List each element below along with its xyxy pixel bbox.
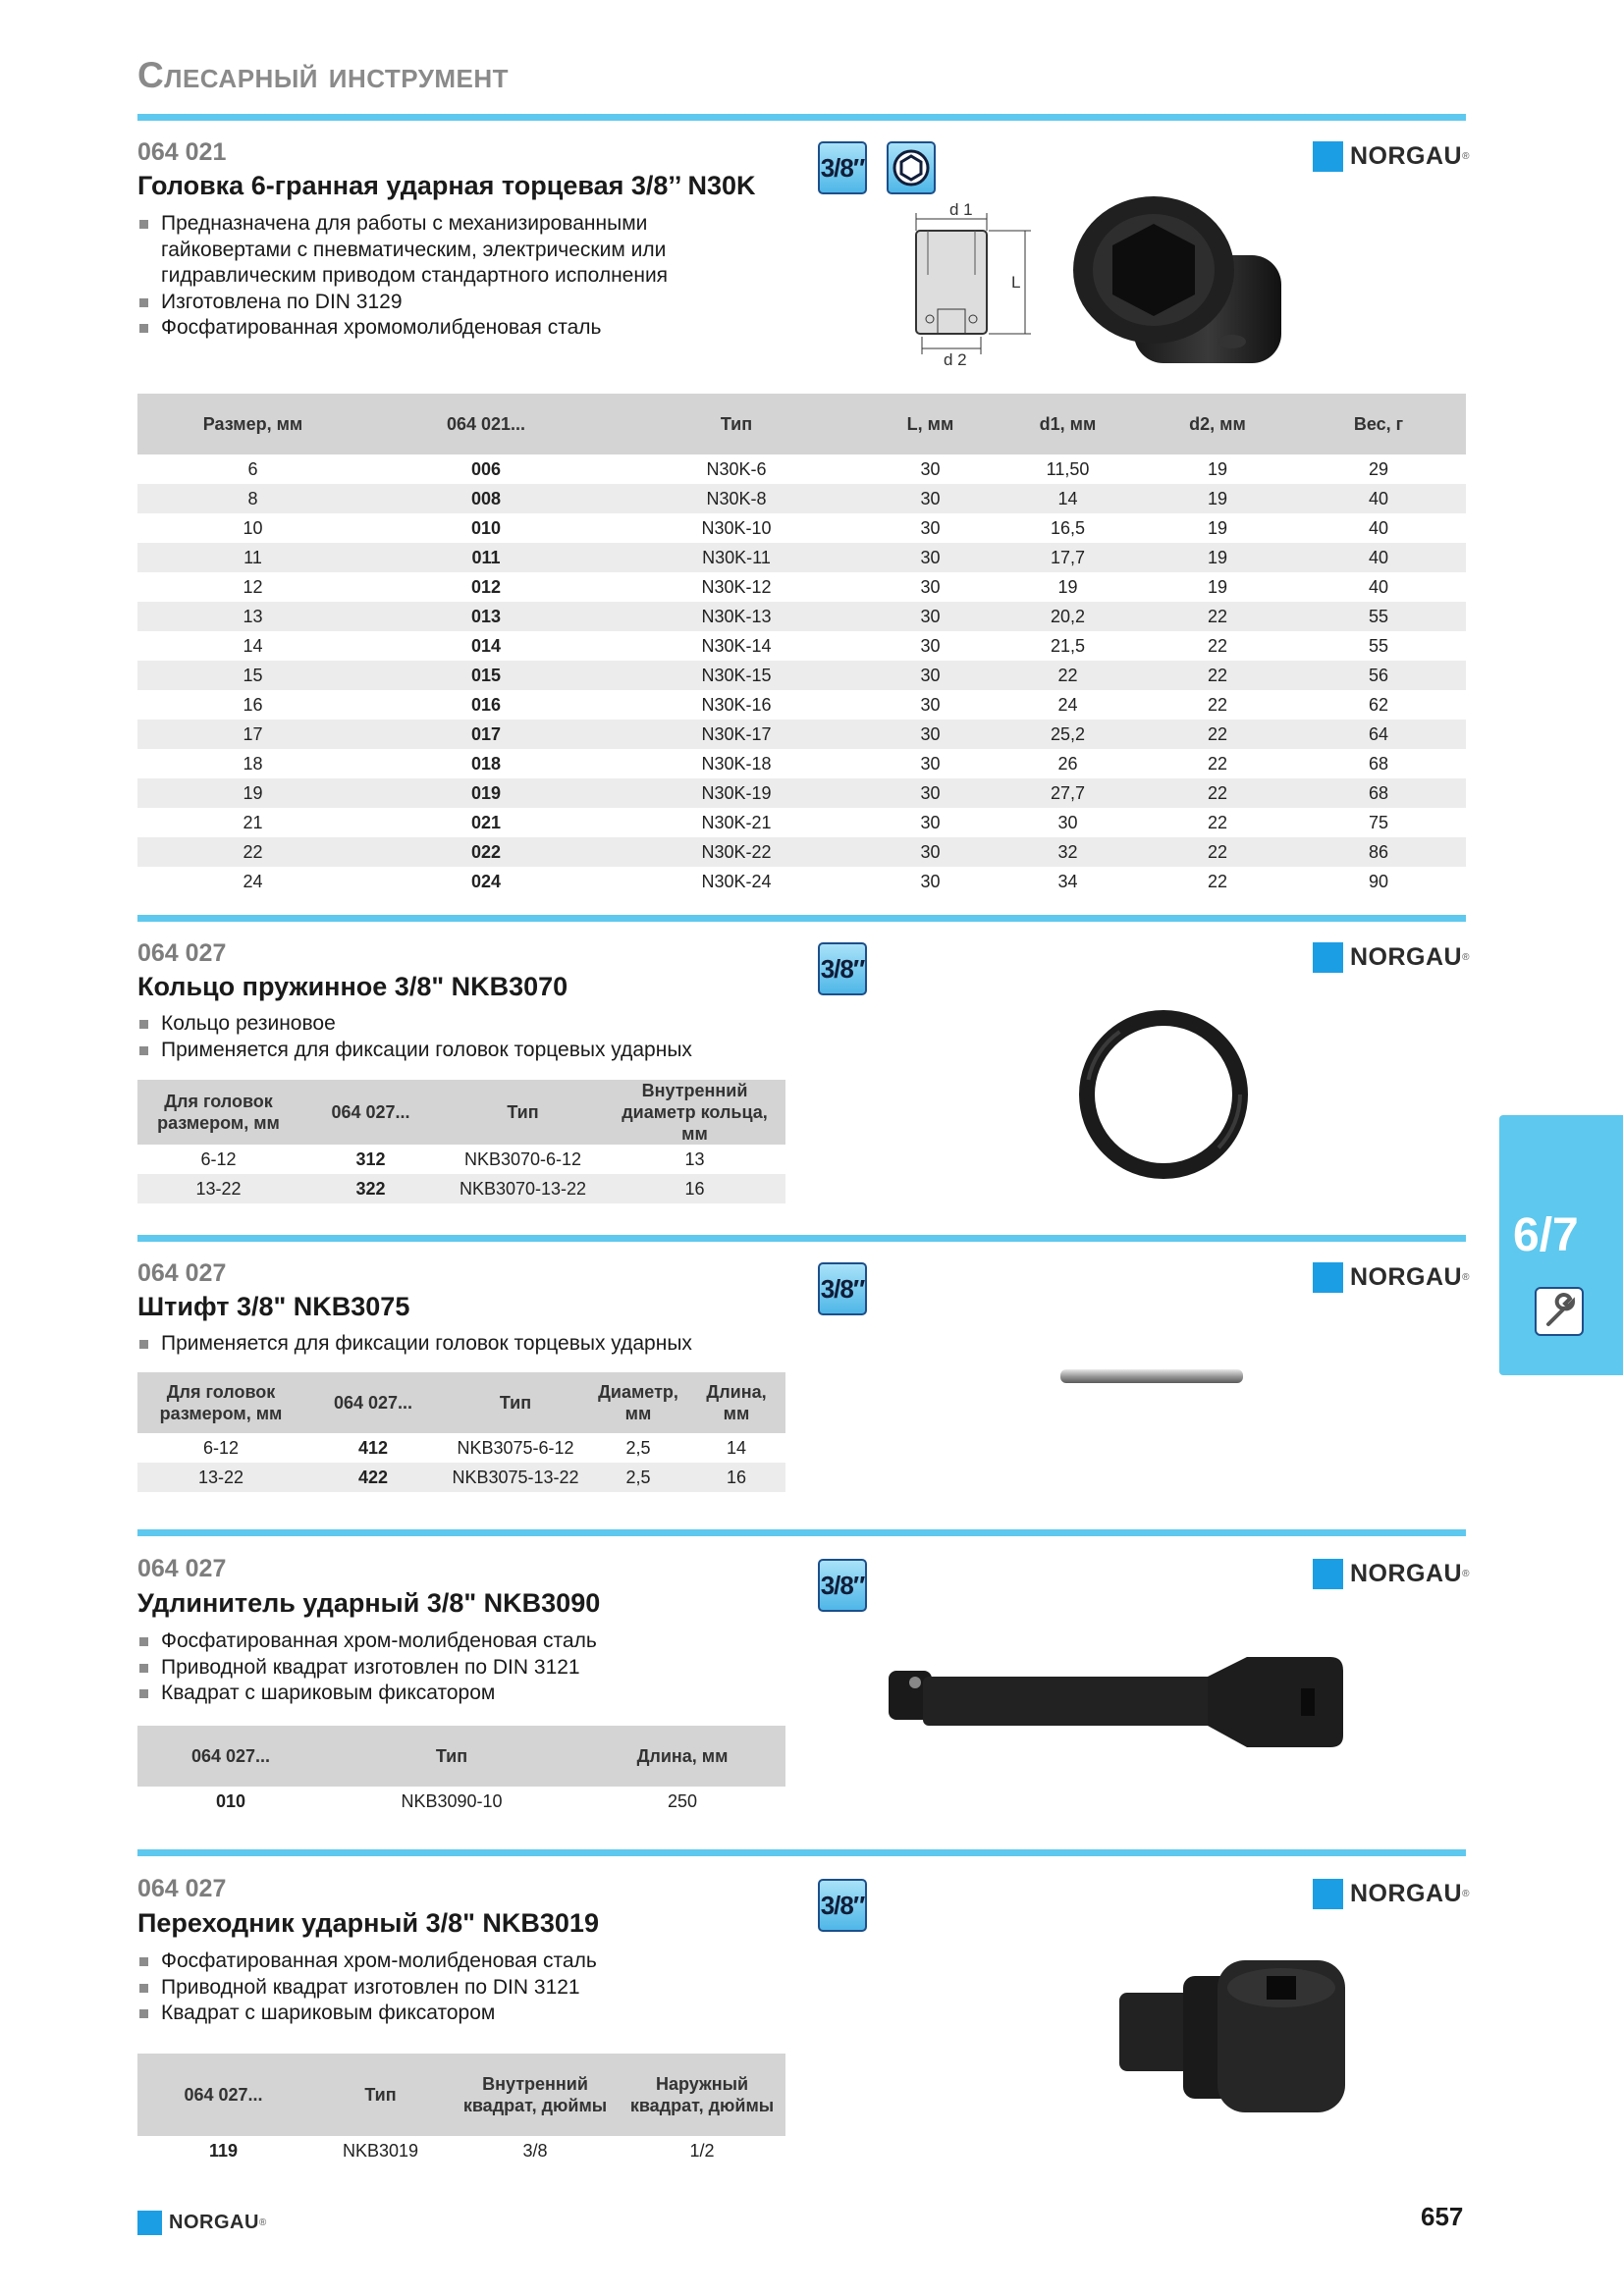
col-header: Внутренний диаметр кольца, мм bbox=[604, 1080, 785, 1145]
col-header: Тип bbox=[309, 2054, 452, 2136]
table-row bbox=[137, 661, 1466, 690]
feature-item: Приводной квадрат изготовлен по DIN 3121 bbox=[137, 1655, 766, 1682]
table-cell: 22 bbox=[1144, 837, 1291, 867]
size-badge: 3/8″ bbox=[818, 1559, 867, 1612]
table-cell: 40 bbox=[1368, 517, 1389, 538]
brand-square-icon bbox=[1313, 1559, 1343, 1589]
table-cell: 13 bbox=[137, 602, 368, 631]
table-cell: 22 bbox=[992, 661, 1144, 690]
table-cell: 010 bbox=[215, 1790, 246, 1811]
table-cell: 30 bbox=[920, 871, 941, 891]
table-cell: 30 bbox=[920, 635, 941, 656]
product-code: 064 021 bbox=[137, 138, 227, 166]
adapter-table bbox=[137, 2054, 785, 2165]
table-cell: N30K-10 bbox=[701, 517, 772, 538]
table-cell: 22 bbox=[1207, 812, 1228, 832]
table-cell: 16 bbox=[604, 1174, 785, 1203]
product-title: Кольцо пружинное 3/8" NKB3070 bbox=[137, 972, 568, 1001]
table-cell: 30 bbox=[920, 517, 941, 538]
table-cell: NKB3090-10 bbox=[401, 1790, 503, 1811]
product-title: Удлинитель ударный 3/8" NKB3090 bbox=[137, 1588, 601, 1618]
col-header: 064 027... bbox=[137, 1726, 324, 1787]
col-header: Тип bbox=[442, 1372, 589, 1433]
table-row bbox=[137, 837, 1466, 867]
table-row bbox=[137, 543, 1466, 572]
table-cell: 40 bbox=[1291, 543, 1466, 572]
table-cell: 30 bbox=[920, 694, 941, 715]
table-cell: 90 bbox=[1368, 871, 1389, 891]
table-cell: 16 bbox=[687, 1463, 785, 1492]
table-cell: 22 bbox=[1144, 778, 1291, 808]
brand-square-icon bbox=[1313, 942, 1343, 973]
table-cell: 6-12 bbox=[202, 1437, 240, 1458]
table-cell: 011 bbox=[368, 543, 604, 572]
feature-list bbox=[137, 1011, 766, 1063]
brand-logo: NORGAU ® bbox=[1313, 1261, 1469, 1293]
table-cell: 019 bbox=[368, 778, 604, 808]
col-header: Длина, мм bbox=[579, 1726, 785, 1787]
dim-d2-label: d 2 bbox=[944, 350, 967, 368]
table-cell: 75 bbox=[1368, 812, 1389, 832]
table-cell: N30K-13 bbox=[604, 602, 869, 631]
table-cell: 55 bbox=[1291, 602, 1466, 631]
table-cell: NKB3075-13-22 bbox=[442, 1463, 589, 1492]
table-row bbox=[137, 1463, 785, 1492]
feature-item: Фосфатированная хром-молибденовая сталь bbox=[137, 1629, 766, 1655]
product-title: Штифт 3/8" NKB3075 bbox=[137, 1292, 410, 1321]
table-cell: 20,2 bbox=[992, 602, 1144, 631]
table-cell: 6 bbox=[247, 458, 258, 479]
col-header: Тип bbox=[324, 1726, 579, 1787]
table-cell: NKB3070-13-22 bbox=[442, 1174, 604, 1203]
table-row bbox=[137, 484, 1466, 513]
size-badge: 3/8″ bbox=[818, 942, 867, 995]
col-header: Тип bbox=[442, 1080, 604, 1145]
col-header: Внутренний квадрат, дюймы bbox=[452, 2054, 619, 2136]
table-cell: N30K-11 bbox=[604, 543, 869, 572]
hex-icon bbox=[887, 141, 936, 194]
table-cell: 22 bbox=[1207, 871, 1228, 891]
table-cell: 22 bbox=[1144, 661, 1291, 690]
feature-item: Квадрат с шариковым фиксатором bbox=[137, 1681, 766, 1707]
table-cell: 30 bbox=[920, 576, 941, 597]
table-cell: 10 bbox=[243, 517, 263, 538]
table-cell: N30K-12 bbox=[701, 576, 772, 597]
table-cell: 19 bbox=[1207, 576, 1228, 597]
table-row bbox=[137, 690, 1466, 720]
feature-item: Квадрат с шариковым фиксатором bbox=[137, 2001, 766, 2027]
table-row bbox=[137, 454, 1466, 484]
feature-item: Фосфатированная хромомолибденовая сталь bbox=[137, 315, 717, 342]
table-cell: N30K-6 bbox=[706, 458, 767, 479]
table-row bbox=[137, 720, 1466, 749]
table-cell: 013 bbox=[368, 602, 604, 631]
table-cell: 11,50 bbox=[1046, 458, 1090, 479]
table-cell: 13-22 bbox=[137, 1463, 304, 1492]
table-cell: 312 bbox=[355, 1148, 386, 1169]
col-header: Для головок размером, мм bbox=[137, 1372, 304, 1433]
table-cell: 30 bbox=[869, 720, 992, 749]
table-cell: 40 bbox=[1291, 484, 1466, 513]
col-header: Размер, мм bbox=[137, 394, 368, 454]
feature-list bbox=[137, 211, 717, 342]
table-cell: 24 bbox=[1057, 694, 1078, 715]
table-cell: 22 bbox=[1207, 694, 1228, 715]
table-cell: 422 bbox=[304, 1463, 442, 1492]
table-cell: 12 bbox=[243, 576, 263, 597]
table-cell: 250 bbox=[667, 1790, 698, 1811]
extension-table bbox=[137, 1726, 785, 1816]
table-cell: 22 bbox=[1144, 720, 1291, 749]
feature-item: Применяется для фиксации головок торцевых ударных bbox=[137, 1331, 766, 1358]
table-cell: 30 bbox=[1057, 812, 1078, 832]
section-divider bbox=[137, 1529, 1466, 1536]
ring-table bbox=[137, 1080, 785, 1203]
table-cell: N30K-16 bbox=[701, 694, 772, 715]
col-header: Для головок размером, мм bbox=[137, 1080, 299, 1145]
dim-d1-label: d 1 bbox=[949, 201, 973, 219]
table-cell: 11 bbox=[137, 543, 368, 572]
table-cell: 13-22 bbox=[137, 1174, 299, 1203]
table-cell: 19 bbox=[1144, 484, 1291, 513]
size-badge: 3/8″ bbox=[818, 1262, 867, 1315]
brand-name: NORGAU bbox=[1350, 1879, 1463, 1907]
col-header: Тип bbox=[604, 394, 869, 454]
table-row bbox=[137, 1787, 785, 1816]
table-cell: 24 bbox=[243, 871, 263, 891]
table-row bbox=[137, 602, 1466, 631]
table-cell: 19 bbox=[1144, 543, 1291, 572]
table-cell: 30 bbox=[920, 812, 941, 832]
table-cell: NKB3075-6-12 bbox=[457, 1437, 574, 1458]
col-header: Вес, г bbox=[1291, 394, 1466, 454]
table-cell: 19 bbox=[1057, 576, 1078, 597]
brand-name: NORGAU bbox=[1350, 1262, 1463, 1291]
table-cell: N30K-8 bbox=[604, 484, 869, 513]
col-header: d1, мм bbox=[992, 394, 1144, 454]
wrench-icon bbox=[1535, 1287, 1584, 1336]
section-divider bbox=[137, 1849, 1466, 1856]
pin-table bbox=[137, 1372, 785, 1492]
feature-item: Приводной квадрат изготовлен по DIN 3121 bbox=[137, 1975, 766, 2002]
table-cell: 024 bbox=[470, 871, 502, 891]
sizes-table bbox=[137, 394, 1466, 896]
extension-bar-image bbox=[884, 1649, 1355, 1757]
table-cell: N30K-15 bbox=[604, 661, 869, 690]
table-cell: 012 bbox=[470, 576, 502, 597]
table-cell: 30 bbox=[920, 458, 941, 479]
section-divider bbox=[137, 114, 1466, 121]
brand-square-icon bbox=[1313, 1262, 1343, 1293]
product-title: Головка 6-гранная ударная торцевая 3/8’’ N30K bbox=[137, 171, 756, 200]
product-code: 064 027 bbox=[137, 1555, 227, 1582]
table-row bbox=[137, 1145, 785, 1174]
table-cell: 19 bbox=[1207, 458, 1228, 479]
page-title: Слесарный инструмент bbox=[137, 55, 510, 95]
table-cell: 14 bbox=[992, 484, 1144, 513]
table-row bbox=[137, 867, 1466, 896]
table-cell: 18 bbox=[243, 753, 263, 774]
table-cell: 3/8 bbox=[522, 2140, 548, 2161]
col-header: L, мм bbox=[869, 394, 992, 454]
table-cell: 32 bbox=[992, 837, 1144, 867]
feature-item: Применяется для фиксации головок торцевых ударных bbox=[137, 1038, 766, 1064]
footer-brand-logo: NORGAU ® bbox=[137, 2210, 266, 2235]
table-cell: 19 bbox=[137, 778, 368, 808]
table-cell: 30 bbox=[869, 484, 992, 513]
table-cell: 22 bbox=[1144, 602, 1291, 631]
table-cell: 26 bbox=[1057, 753, 1078, 774]
table-cell: 64 bbox=[1291, 720, 1466, 749]
table-cell: 22 bbox=[1207, 753, 1228, 774]
table-cell: 34 bbox=[1057, 871, 1078, 891]
product-title: Переходник ударный 3/8" NKB3019 bbox=[137, 1908, 599, 1938]
brand-name: NORGAU bbox=[1350, 141, 1463, 170]
table-cell: 86 bbox=[1291, 837, 1466, 867]
table-cell: 015 bbox=[368, 661, 604, 690]
rubber-ring-image bbox=[1070, 1001, 1257, 1188]
table-row bbox=[137, 1174, 785, 1203]
table-cell: 30 bbox=[869, 602, 992, 631]
table-cell: 30 bbox=[920, 753, 941, 774]
feature-list bbox=[137, 1949, 766, 2027]
table-cell: 30 bbox=[869, 543, 992, 572]
brand-square-icon bbox=[137, 2211, 162, 2235]
table-cell: 008 bbox=[368, 484, 604, 513]
col-header: Диаметр, мм bbox=[589, 1372, 687, 1433]
table-cell: 30 bbox=[869, 778, 992, 808]
table-cell: 14 bbox=[243, 635, 263, 656]
table-cell: 62 bbox=[1368, 694, 1389, 715]
section-divider bbox=[137, 915, 1466, 922]
adapter-image bbox=[1109, 1949, 1365, 2120]
table-cell: 8 bbox=[137, 484, 368, 513]
section-divider bbox=[137, 1235, 1466, 1242]
table-cell: 22 bbox=[1207, 635, 1228, 656]
product-code: 064 027 bbox=[137, 1875, 227, 1902]
col-header: 064 027... bbox=[137, 2054, 309, 2136]
socket-dimension-diagram bbox=[908, 201, 1036, 368]
col-header: Длина, мм bbox=[687, 1372, 785, 1433]
col-header: 064 027... bbox=[299, 1080, 442, 1145]
feature-list bbox=[137, 1331, 766, 1358]
table-cell: 17,7 bbox=[992, 543, 1144, 572]
table-cell: NKB3019 bbox=[342, 2140, 419, 2161]
brand-name: NORGAU bbox=[1350, 942, 1463, 971]
page-number: 657 bbox=[1421, 2202, 1464, 2231]
table-cell: 22 bbox=[137, 837, 368, 867]
table-cell: N30K-19 bbox=[604, 778, 869, 808]
table-cell: 018 bbox=[470, 753, 502, 774]
table-cell: 21,5 bbox=[1050, 635, 1086, 656]
table-row bbox=[137, 631, 1466, 661]
table-cell: 56 bbox=[1291, 661, 1466, 690]
table-row bbox=[137, 1433, 785, 1463]
feature-list bbox=[137, 1629, 766, 1707]
table-cell: 1/2 bbox=[689, 2140, 715, 2161]
pin-image bbox=[1058, 1364, 1245, 1388]
brand-logo: NORGAU ® bbox=[1313, 1558, 1469, 1589]
table-cell: 010 bbox=[470, 517, 502, 538]
col-header: d2, мм bbox=[1144, 394, 1291, 454]
brand-square-icon bbox=[1313, 141, 1343, 172]
table-cell: 19 bbox=[1207, 517, 1228, 538]
table-cell: 68 bbox=[1368, 753, 1389, 774]
side-tab-label: 6/7 bbox=[1513, 1209, 1579, 1261]
table-cell: 40 bbox=[1368, 576, 1389, 597]
col-header: 064 027... bbox=[304, 1372, 442, 1433]
table-cell: 25,2 bbox=[992, 720, 1144, 749]
table-cell: 30 bbox=[869, 661, 992, 690]
table-row bbox=[137, 749, 1466, 778]
table-cell: 13 bbox=[684, 1148, 705, 1169]
feature-item: Предназначена для работы с механизированными гайковертами с пневматическим, электрическим или гидравлическим приводом стандартного исполнения bbox=[137, 211, 717, 290]
table-cell: 15 bbox=[137, 661, 368, 690]
table-row bbox=[137, 778, 1466, 808]
table-cell: 16 bbox=[243, 694, 263, 715]
table-cell: 021 bbox=[470, 812, 502, 832]
feature-item: Фосфатированная хром-молибденовая сталь bbox=[137, 1949, 766, 1975]
table-cell: 022 bbox=[368, 837, 604, 867]
brand-logo: NORGAU ® bbox=[1313, 1878, 1469, 1909]
brand-logo: NORGAU ® bbox=[1313, 140, 1469, 172]
brand-logo: NORGAU ® bbox=[1313, 941, 1469, 973]
table-cell: 21 bbox=[243, 812, 263, 832]
table-cell: 2,5 bbox=[589, 1463, 687, 1492]
col-header: Наружный квадрат, дюймы bbox=[619, 2054, 785, 2136]
table-cell: 006 bbox=[470, 458, 502, 479]
table-cell: N30K-14 bbox=[701, 635, 772, 656]
table-row bbox=[137, 808, 1466, 837]
product-code: 064 027 bbox=[137, 1259, 227, 1287]
feature-item: Изготовлена по DIN 3129 bbox=[137, 290, 717, 316]
table-row bbox=[137, 513, 1466, 543]
table-cell: 016 bbox=[470, 694, 502, 715]
feature-item: Кольцо резиновое bbox=[137, 1011, 766, 1038]
table-cell: NKB3070-6-12 bbox=[463, 1148, 582, 1169]
brand-name: NORGAU bbox=[1350, 1559, 1463, 1587]
brand-square-icon bbox=[1313, 1879, 1343, 1909]
size-badge: 3/8″ bbox=[818, 1879, 867, 1932]
impact-socket-image bbox=[1055, 187, 1340, 373]
table-cell: 14 bbox=[726, 1437, 747, 1458]
dim-L-label: L bbox=[1011, 273, 1021, 292]
table-cell: 16,5 bbox=[1050, 517, 1086, 538]
size-badge: 3/8″ bbox=[818, 141, 867, 194]
table-cell: 27,7 bbox=[992, 778, 1144, 808]
table-cell: N30K-24 bbox=[701, 871, 772, 891]
table-cell: 55 bbox=[1368, 635, 1389, 656]
table-cell: 017 bbox=[368, 720, 604, 749]
table-row bbox=[137, 572, 1466, 602]
col-header: 064 021... bbox=[368, 394, 604, 454]
product-code: 064 027 bbox=[137, 939, 227, 967]
table-cell: 29 bbox=[1368, 458, 1389, 479]
table-row bbox=[137, 2136, 785, 2165]
table-cell: 68 bbox=[1291, 778, 1466, 808]
brand-name: NORGAU bbox=[169, 2211, 259, 2233]
table-cell: 30 bbox=[869, 837, 992, 867]
table-cell: 6-12 bbox=[200, 1148, 237, 1169]
table-cell: 2,5 bbox=[625, 1437, 651, 1458]
table-cell: 119 bbox=[208, 2140, 239, 2161]
table-cell: N30K-18 bbox=[701, 753, 772, 774]
side-tab[interactable] bbox=[1499, 1115, 1623, 1375]
table-cell: N30K-21 bbox=[701, 812, 772, 832]
table-cell: N30K-22 bbox=[604, 837, 869, 867]
table-cell: 322 bbox=[299, 1174, 442, 1203]
table-cell: N30K-17 bbox=[604, 720, 869, 749]
table-cell: 412 bbox=[357, 1437, 389, 1458]
table-cell: 014 bbox=[470, 635, 502, 656]
table-cell: 17 bbox=[137, 720, 368, 749]
